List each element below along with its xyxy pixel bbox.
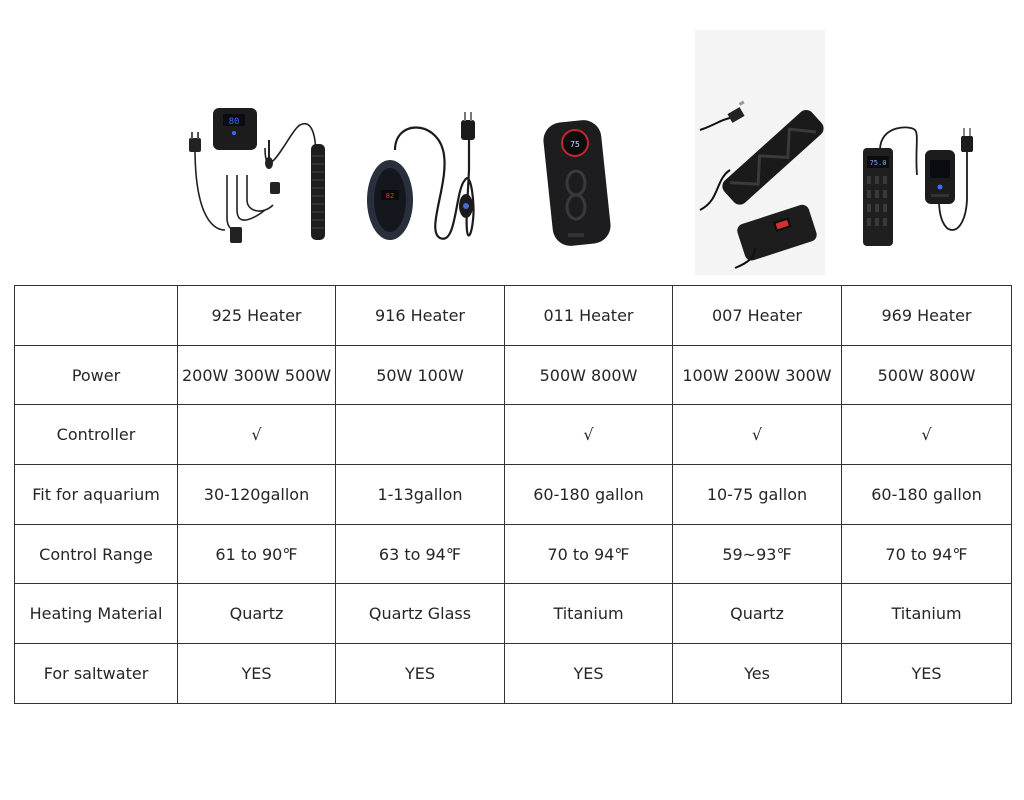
table-cell: 30-120gallon: [178, 465, 336, 525]
table-row-controller: [15, 405, 1012, 465]
table-cell: 59~93℉: [673, 524, 842, 584]
product-image-007: [695, 30, 825, 275]
header-cell-007: 007 Heater: [673, 286, 842, 346]
header-cell-925: 925 Heater: [178, 286, 336, 346]
table-cell: YES: [505, 644, 673, 704]
heater-011-readout: 75: [570, 140, 580, 149]
checkmark-cell: [336, 405, 505, 465]
header-cell-969: 969 Heater: [842, 286, 1012, 346]
header-cell-916: 916 Heater: [336, 286, 505, 346]
table-row-heating-material: [15, 584, 1012, 644]
table-cell: 500W 800W: [842, 345, 1012, 405]
product-image-969: [855, 120, 985, 250]
checkmark-cell: √: [673, 405, 842, 465]
row-label: For saltwater: [15, 644, 178, 704]
table-cell: 10-75 gallon: [673, 465, 842, 525]
table-cell: Titanium: [842, 584, 1012, 644]
heater-comparison-table: [14, 285, 1012, 704]
table-cell: Titanium: [505, 584, 673, 644]
table-cell: Quartz: [178, 584, 336, 644]
table-cell: 61 to 90℉: [178, 524, 336, 584]
table-row-for-saltwater: [15, 644, 1012, 704]
table-cell: 50W 100W: [336, 345, 505, 405]
controller-925-readout: 80: [228, 117, 240, 127]
checkmark-cell: √: [505, 405, 673, 465]
product-image-916: [365, 110, 500, 250]
table-cell: Quartz: [673, 584, 842, 644]
table-header-row: [15, 286, 1012, 346]
table-cell: 60-180 gallon: [505, 465, 673, 525]
table-row-control-range: [15, 524, 1012, 584]
product-images: [0, 0, 1024, 280]
row-label: Power: [15, 345, 178, 405]
table-cell: Yes: [673, 644, 842, 704]
heater-925-illustration: [185, 100, 335, 250]
row-label: Controller: [15, 405, 178, 465]
table-cell: YES: [336, 644, 505, 704]
table-cell: Quartz Glass: [336, 584, 505, 644]
heater-011-illustration: [540, 115, 615, 250]
table-cell: 70 to 94℉: [505, 524, 673, 584]
table-cell: 500W 800W: [505, 345, 673, 405]
checkmark-cell: √: [178, 405, 336, 465]
heater-916-illustration: [365, 110, 500, 250]
table-row-power: [15, 345, 1012, 405]
product-image-011: [540, 115, 615, 250]
table-row-fit-for-aquarium: [15, 465, 1012, 525]
product-image-925: [185, 100, 335, 250]
table-cell: 60-180 gallon: [842, 465, 1012, 525]
table-cell: 200W 300W 500W: [178, 345, 336, 405]
row-label: Fit for aquarium: [15, 465, 178, 525]
table-cell: 63 to 94℉: [336, 524, 505, 584]
heater-007-illustration: [695, 30, 825, 275]
table-cell: 70 to 94℉: [842, 524, 1012, 584]
checkmark-cell: √: [842, 405, 1012, 465]
header-cell-empty: [15, 286, 178, 346]
row-label: Heating Material: [15, 584, 178, 644]
heater-969-readout: 75.0: [869, 159, 887, 167]
table-cell: 1-13gallon: [336, 465, 505, 525]
header-cell-011: 011 Heater: [505, 286, 673, 346]
table-cell: YES: [842, 644, 1012, 704]
row-label: Control Range: [15, 524, 178, 584]
heater-969-illustration: [855, 120, 985, 250]
table-cell: YES: [178, 644, 336, 704]
table-cell: 100W 200W 300W: [673, 345, 842, 405]
heater-916-readout: 82: [385, 192, 395, 200]
